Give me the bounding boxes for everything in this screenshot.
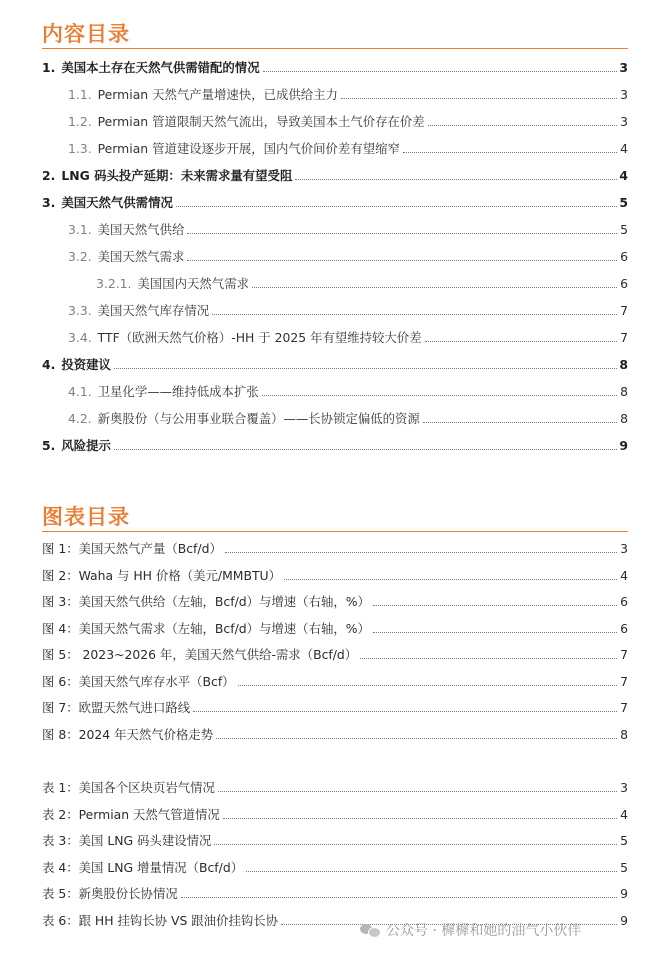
toc-entry-number: 1.2. (68, 114, 92, 129)
table-list-entry[interactable] (0, 856, 628, 876)
toc-entry-title: 美国本土存在天然气供需错配的情况 (61, 60, 260, 75)
toc-entry-title: 风险提示 (61, 438, 111, 453)
toc-entry-page: 4 (620, 141, 628, 156)
toc-entry-title: 美国天然气供给 (97, 222, 185, 237)
toc-entry-number: 4.1. (68, 384, 92, 399)
dot-leader (360, 658, 617, 659)
dot-leader (341, 98, 617, 99)
chart-list-entry[interactable] (0, 670, 628, 690)
entry-caption: 图 4：美国天然气需求（左轴，Bcf/d）与增速（右轴，%） (42, 620, 370, 636)
entry-page: 8 (620, 726, 628, 742)
entry-page: 7 (620, 647, 628, 662)
table-list-entry[interactable] (0, 803, 628, 823)
toc-entry-title: TTF（欧洲天然气价格）-HH 于 2025 年有望维持较大价差 (97, 330, 422, 345)
toc-title-rule (42, 48, 628, 49)
toc-entry-title: 美国天然气库存情况 (97, 303, 210, 318)
toc-entry-page: 3 (620, 87, 628, 102)
toc-entry-page: 6 (620, 249, 628, 264)
dot-leader (246, 871, 617, 872)
toc-entry-title: Permian 天然气产量增速快，已成供给主力 (97, 87, 338, 102)
entry-page: 5 (620, 833, 628, 848)
dot-leader (225, 552, 617, 553)
entry-caption: 表 3：美国 LNG 码头建设情况 (42, 833, 212, 848)
entry-caption: 表 2：Permian 天然气管道情况 (42, 806, 220, 822)
toc-entry[interactable] (0, 407, 628, 427)
watermark-text: 公众号 · 樨樨和她的油气小伙伴 (386, 923, 582, 939)
figures-title: 图表目录 (42, 505, 130, 529)
dot-leader (252, 287, 617, 288)
dot-leader (403, 152, 617, 153)
entry-page: 4 (620, 806, 628, 822)
dot-leader (214, 844, 617, 845)
toc-entry-page: 5 (620, 222, 628, 237)
chart-list-entry[interactable] (0, 537, 628, 557)
toc-entry-number: 3.4. (68, 330, 92, 345)
figures-title-rule (42, 531, 628, 532)
toc-entry[interactable] (0, 245, 628, 265)
entry-page: 9 (620, 886, 628, 901)
entry-caption: 图 6：美国天然气库存水平（Bcf） (42, 673, 235, 689)
toc-entry[interactable] (0, 137, 628, 157)
entry-caption: 表 5：新奥股份长协情况 (42, 886, 178, 901)
toc-entry-number: 5. (42, 438, 56, 453)
entry-caption: 图 7：欧盟天然气进口路线 (42, 700, 191, 715)
toc-entry-title: 卫星化学——维持低成本扩张 (97, 384, 259, 399)
entry-caption: 图 2：Waha 与 HH 价格（美元/MMBTU） (42, 567, 281, 583)
entry-caption: 图 1：美国天然气产量（Bcf/d） (42, 541, 222, 556)
toc-entry[interactable] (0, 191, 628, 211)
toc-entry[interactable] (0, 272, 628, 292)
toc-entry-number: 3.2. (68, 249, 92, 264)
toc-entry[interactable] (0, 218, 628, 238)
toc-entry-page: 7 (620, 330, 628, 345)
toc-entry-number: 1. (42, 60, 56, 75)
entry-page: 3 (620, 780, 628, 795)
toc-entry-number: 4. (42, 357, 56, 372)
entry-caption: 图 3：美国天然气供给（左轴，Bcf/d）与增速（右轴，%） (42, 594, 370, 609)
dot-leader (373, 632, 617, 633)
entry-caption: 表 1：美国各个区块页岩气情况 (42, 780, 215, 795)
dot-leader (428, 125, 617, 126)
toc-entry-number: 3.3. (68, 303, 92, 318)
entry-page: 3 (620, 541, 628, 556)
table-list-entry[interactable] (0, 776, 628, 796)
dot-leader (425, 341, 617, 342)
table-list-entry[interactable] (0, 882, 628, 902)
chart-list-entry[interactable] (0, 696, 628, 716)
toc-entry-number: 2. (42, 168, 56, 183)
toc-entry-page: 4 (619, 168, 628, 183)
chart-list-entry[interactable] (0, 643, 628, 663)
toc-entry-number: 3. (42, 195, 56, 210)
toc-entry[interactable] (0, 299, 628, 319)
table-list-entry[interactable] (0, 829, 628, 849)
dot-leader (187, 233, 617, 234)
dot-leader (193, 711, 617, 712)
dot-leader (295, 179, 617, 180)
toc-entry-page: 5 (619, 195, 628, 210)
toc-entry[interactable] (0, 83, 628, 103)
toc-entry-page: 6 (620, 276, 628, 291)
toc-entry-title: 新奥股份（与公用事业联合覆盖）——长协锁定偏低的资源 (97, 411, 420, 426)
toc-entry-page: 8 (620, 384, 628, 399)
toc-entry-page: 7 (620, 303, 628, 318)
dot-leader (216, 738, 617, 739)
dot-leader (176, 206, 617, 207)
chart-list-entry[interactable] (0, 617, 628, 637)
toc-entry-page: 3 (619, 60, 628, 75)
toc-entry-number: 1.3. (68, 141, 92, 156)
toc-entry-number: 4.2. (68, 411, 92, 426)
toc-entry-title: 美国天然气需求 (97, 249, 185, 264)
toc-entry-number: 3.2.1. (96, 276, 132, 291)
toc-entry-title: LNG 码头投产延期：未来需求量有望受阻 (61, 168, 293, 183)
entry-page: 6 (620, 620, 628, 636)
entry-caption: 图 5： 2023~2026 年，美国天然气供给-需求（Bcf/d） (42, 647, 358, 662)
chart-list-entry[interactable] (0, 723, 628, 743)
entry-caption: 表 4：美国 LNG 增量情况（Bcf/d） (42, 859, 244, 875)
dot-leader (373, 605, 617, 606)
toc-entry[interactable] (0, 380, 628, 400)
toc-entry[interactable] (0, 56, 628, 76)
entry-page: 6 (620, 594, 628, 609)
entry-page: 5 (620, 859, 628, 875)
dot-leader (212, 314, 617, 315)
toc-entry-number: 1.1. (68, 87, 92, 102)
entry-page: 4 (620, 567, 628, 583)
toc-entry[interactable] (0, 434, 628, 454)
toc-entry-page: 8 (620, 411, 628, 426)
chart-list-entry[interactable] (0, 590, 628, 610)
dot-leader (187, 260, 617, 261)
dot-leader (238, 685, 617, 686)
toc-entry-number: 3.1. (68, 222, 92, 237)
toc-entry-title: Permian 管道建设逐步开展，国内气价间价差有望缩窄 (97, 141, 400, 156)
toc-entry-page: 8 (619, 357, 628, 372)
dot-leader (218, 791, 617, 792)
entry-page: 7 (620, 673, 628, 689)
toc-entry-title: 美国天然气供需情况 (61, 195, 173, 210)
dot-leader (114, 449, 617, 450)
toc-entry[interactable] (0, 110, 628, 130)
toc-entry-page: 3 (620, 114, 628, 129)
dot-leader (263, 71, 617, 72)
toc-entry[interactable] (0, 164, 628, 184)
toc-entry-page: 9 (619, 438, 628, 453)
dot-leader (223, 818, 617, 819)
entry-caption: 表 6：跟 HH 挂钩长协 VS 跟油价挂钩长协 (42, 912, 279, 928)
toc-entry-title: 美国国内天然气需求 (137, 276, 249, 291)
toc-entry-title: Permian 管道限制天然气流出，导致美国本土气价存在价差 (97, 114, 425, 129)
toc-entry[interactable] (0, 353, 628, 373)
dot-leader (423, 422, 617, 423)
dot-leader (284, 579, 617, 580)
dot-leader (181, 897, 617, 898)
chart-list-entry[interactable] (0, 564, 628, 584)
watermark (360, 918, 581, 942)
toc-title: 内容目录 (42, 22, 130, 46)
toc-entry-title: 投资建议 (61, 357, 111, 372)
toc-entry[interactable] (0, 326, 628, 346)
dot-leader (262, 395, 617, 396)
dot-leader (114, 368, 617, 369)
entry-caption: 图 8：2024 年天然气价格走势 (42, 726, 214, 742)
entry-page: 9 (620, 912, 628, 928)
entry-page: 7 (620, 700, 628, 715)
wechat-icon (360, 922, 380, 938)
